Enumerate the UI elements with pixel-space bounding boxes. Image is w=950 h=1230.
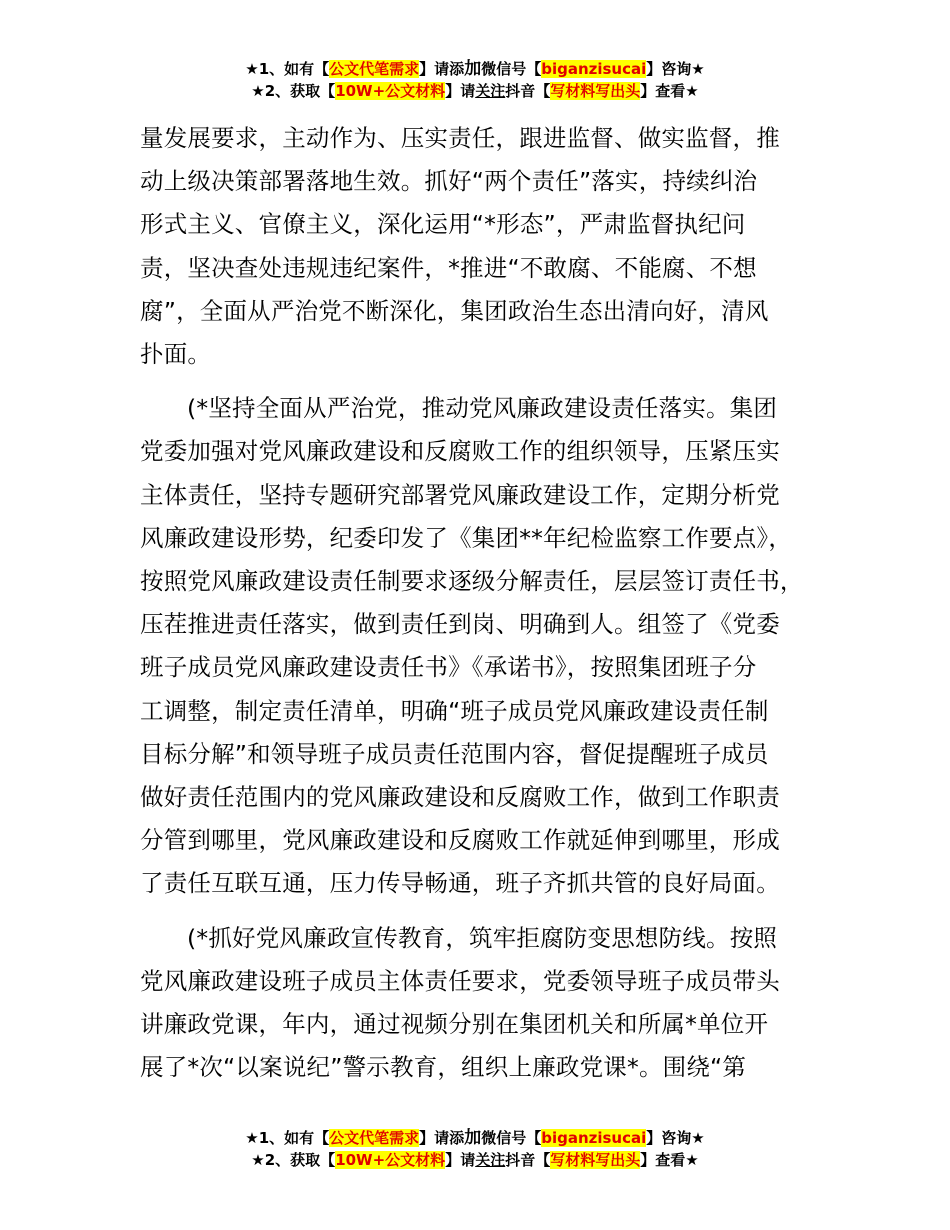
banner-text: ★2、获取【: [251, 82, 336, 100]
text-line: 了责任互联互通，压力传导畅通，班子齐抓共管的良好局面。: [140, 869, 780, 898]
banner-text: ★1、如有【: [245, 60, 330, 78]
banner-text: 加: [464, 59, 482, 79]
banner-highlight: 10W+公文材料: [335, 82, 446, 100]
text-line: 按照党风廉政建设责任制要求逐级分解责任，层层签订责任书，: [140, 567, 804, 596]
banner-text: ★1、如有【: [245, 1129, 330, 1147]
banner-text: 】查看★: [640, 82, 699, 100]
text-line: 压茬推进责任落实，做到责任到岗、明确到人。组签了《党委: [140, 610, 780, 639]
banner-text: 抖音【: [505, 82, 551, 100]
text-line: 做好责任范围内的党风廉政建设和反腐败工作，做到工作职责: [140, 783, 780, 812]
header-banner: [0, 58, 950, 102]
banner-text: 关注: [475, 82, 506, 100]
banner-text: 】请: [445, 1151, 476, 1169]
banner-highlight: 公文代笔需求: [329, 60, 420, 78]
text-line: (*抓好党风廉政宣传教育，筑牢拒腐防变思想防线。按照: [187, 923, 778, 952]
text-line: 目标分解”和领导班子成员责任范围内容，督促提醒班子成员: [140, 739, 769, 768]
banner-text: 】咨询★: [646, 1129, 705, 1147]
text-line: (*坚持全面从严治党，推动党风廉政建设责任落实。集团: [187, 394, 778, 423]
text-line: 讲廉政党课，年内，通过视频分别在集团机关和所属*单位开: [140, 1010, 769, 1039]
text-line: 量发展要求，主动作为、压实责任，跟进监督、做实监督，推: [140, 124, 780, 152]
paragraph: [140, 387, 830, 905]
text-line: 党委加强对党风廉政建设和反腐败工作的组织领导，压紧压实: [140, 437, 780, 466]
banner-line-1: [0, 58, 950, 80]
banner-text: 抖音【: [505, 1151, 551, 1169]
text-line: 扑面。: [140, 340, 212, 369]
paragraph: [140, 117, 830, 376]
banner-text: 】咨询★: [646, 60, 705, 78]
document-body: [140, 117, 830, 1089]
text-line: 展了*次“以案说纪”警示教育，组织上廉政党课*。围绕“第: [140, 1053, 747, 1082]
text-line: 主体责任，坚持专题研究部署党风廉政建设工作，定期分析党: [140, 480, 780, 509]
paragraph: [140, 917, 830, 1090]
banner-text: 】请添: [419, 60, 465, 78]
banner-highlight: biganzisucai: [541, 60, 647, 78]
text-line: 责，坚决查处违规违纪案件，*推进“不敢腐、不能腐、不想: [140, 253, 757, 282]
text-line: 分管到哪里，党风廉政建设和反腐败工作就延伸到哪里，形成: [140, 826, 780, 855]
text-line: 风廉政建设形势，纪委印发了《集团**年纪检监察工作要点》，: [140, 523, 793, 552]
banner-text: 】请添: [419, 1129, 465, 1147]
banner-text: 加: [464, 1128, 482, 1148]
text-line: 党风廉政建设班子成员主体责任要求，党委领导班子成员带头: [140, 966, 780, 995]
banner-line-2: [0, 80, 950, 102]
banner-highlight: 10W+公文材料: [335, 1151, 446, 1169]
text-line: 腐”，全面从严治党不断深化，集团政治生态出清向好，清风: [140, 296, 769, 325]
banner-text: 微信号【: [481, 60, 542, 78]
text-line: 形式主义、官僚主义，深化运用“*形态”，严肃监督执纪问: [140, 210, 746, 239]
banner-highlight: 写材料写出头: [550, 1151, 641, 1169]
footer-banner: [0, 1127, 950, 1171]
banner-text: 微信号【: [481, 1129, 542, 1147]
banner-text: 】查看★: [640, 1151, 699, 1169]
banner-line-1: [0, 1127, 950, 1149]
banner-text: 】请: [445, 82, 476, 100]
banner-highlight: 写材料写出头: [550, 82, 641, 100]
banner-highlight: biganzisucai: [541, 1129, 647, 1147]
banner-line-2: [0, 1149, 950, 1171]
banner-highlight: 公文代笔需求: [329, 1129, 420, 1147]
banner-text: 关注: [475, 1151, 506, 1169]
text-line: 工调整，制定责任清单，明确“班子成员党风廉政建设责任制: [140, 696, 769, 725]
text-line: 班子成员党风廉政建设责任书》《承诺书》，按照集团班子分: [140, 653, 757, 682]
banner-text: ★2、获取【: [251, 1151, 336, 1169]
text-line: 动上级决策部署落地生效。抓好“两个责任”落实，持续纠治: [140, 167, 758, 196]
